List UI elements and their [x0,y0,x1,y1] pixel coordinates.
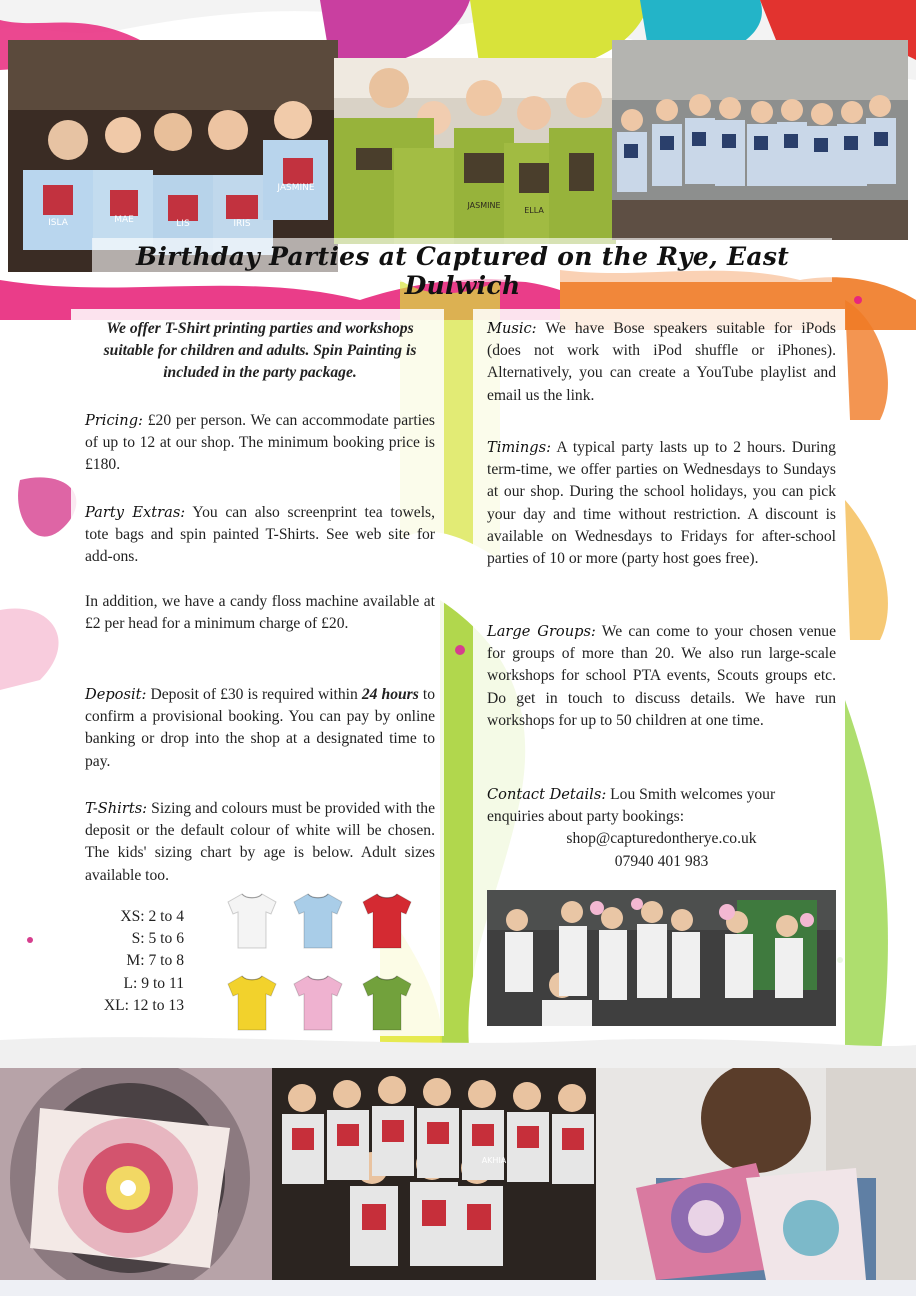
extras-label: Party Extras: [85,504,186,521]
shirt-name-label: IRIS [233,219,251,229]
shirt-name-label: JASMINE [277,183,315,193]
shirt-name-label: LIS [176,219,190,229]
size-row: L: 9 to 11 [123,974,184,992]
intro-text: We offer T-Shirt printing parties and workshops suitable for children and adults. Spin Painting is included in the party package. [103,320,417,382]
pricing-text: £20 per person. We can accommodate parties of up to 12 at our shop. The minimum booking price is £180. [85,412,435,474]
tshirts-section [85,798,435,887]
timings-label: Timings: [487,439,552,456]
shirt-name-label: ISLA [48,218,68,228]
music-text: We have Bose speakers suitable for iPods (does not work with iPod shuffle or iPhones). Alternatively, you can create a YouTube playlist and email us the link. [487,320,836,404]
photo-spin-painting [0,1068,272,1280]
size-row: S: 5 to 6 [131,930,184,948]
deposit-deadline: 24 hours [361,686,419,703]
size-row: XL: 12 to 13 [103,996,184,1014]
extras-section [85,502,435,569]
shirt-name-label: ELLA [524,206,544,215]
page-title: Birthday Parties at Captured on the Rye, East Dulwich [135,242,790,300]
photo-kids-green-tshirts [334,58,616,244]
music-label: Music: [487,320,537,337]
pricing-label: Pricing: [85,412,143,429]
groups-label: Large Groups: [487,623,596,640]
shirt-name-label: JASMINE [467,201,501,210]
timings-section [487,437,836,570]
tshirt-swatch [226,890,278,950]
photo-kids-candy-floss [487,890,836,1026]
deposit-text-a: Deposit of £30 is required within [150,686,358,703]
tshirts-text: Sizing and colours must be provided with the deposit or the default colour of white will be chosen. The kids' sizing chart by age is below. Adult sizes available too. [85,800,435,884]
deposit-label: Deposit: [85,686,147,703]
photo-boy-with-spin-art [596,1068,916,1280]
pricing-section [85,410,435,477]
size-row: M: 7 to 8 [126,952,184,970]
size-row: XS: 2 to 4 [120,908,184,925]
size-chart [88,906,184,1017]
groups-section [487,621,836,732]
timings-text: A typical party lasts up to 2 hours. During term-time, we offer parties on Wednesdays to Sundays at our shop. During the school holidays, you can pick your day and time without restriction. A discount is available on Wednesdays to Fridays for after-school parties of 10 or more (party host goes free). [487,439,836,568]
contact-text: Lou Smith welcomes your enquiries about party bookings: [487,786,776,826]
contact-email[interactable]: shop@capturedontherye.co.uk [566,830,757,848]
candy-floss-text: In addition, we have a candy floss machine available at £2 per head for a minimum charge of £20. [85,593,435,633]
shirt-name-label: AKHIA [481,1156,507,1165]
tshirt-swatch [361,972,413,1032]
tshirt-swatch [361,890,413,950]
photo-kids-hands-raised [612,40,908,240]
tshirt-swatch [292,972,344,1032]
shirt-name-label: MAE [114,215,134,225]
music-section [487,318,836,407]
tshirt-swatch [226,972,278,1032]
deposit-text-b: to confirm a provisional booking. You can pay by online banking or drop into the shop at a designated time to pay. [85,686,436,770]
tshirts-label: T-Shirts: [85,800,148,817]
extras-text: You can also screenprint tea towels, tote bags and spin painted T-Shirts. See web site for add-ons. [85,504,436,566]
contact-label: Contact Details: [487,786,607,803]
contact-phone[interactable]: 07940 401 983 [614,852,709,870]
groups-text: We can come to your chosen venue for groups of more than 20. We also run large-scale workshops for school PTA events, Scouts groups etc. Do get in touch to discuss details. We have run workshops for up to 50 children at one time. [487,623,836,729]
photo-group-red-print-tshirts [272,1068,596,1280]
deposit-section [85,684,435,773]
contact-section [487,784,836,873]
tshirt-swatch [292,890,344,950]
